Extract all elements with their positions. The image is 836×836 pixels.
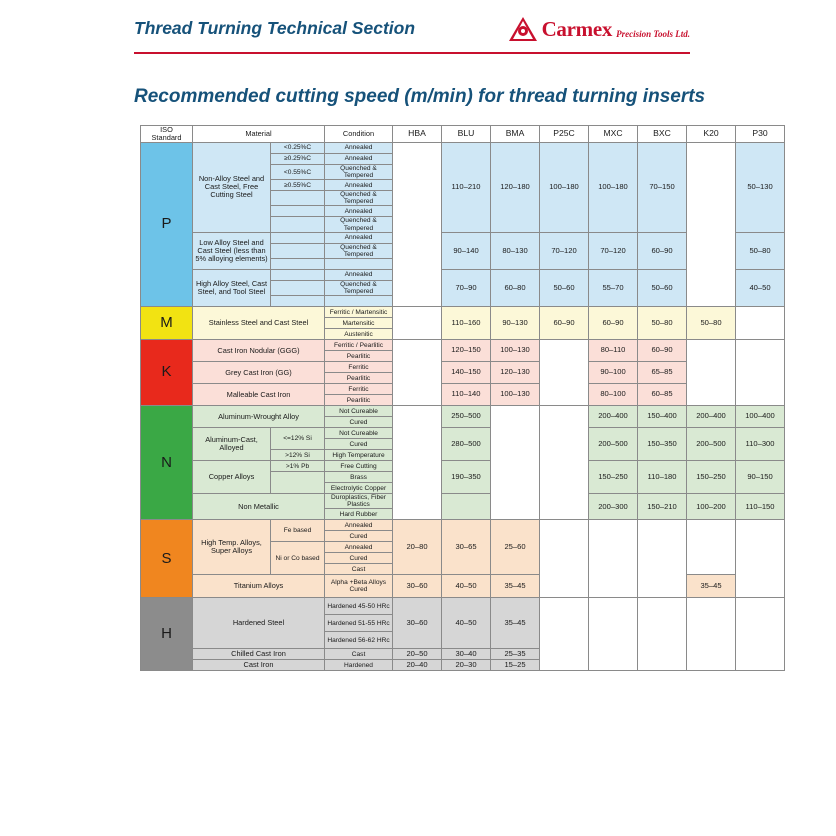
material-sub [271, 269, 325, 280]
value-cell: 30–60 [393, 575, 442, 598]
condition-cell: Free Cutting [325, 461, 393, 472]
material-sub [271, 217, 325, 232]
cutting-speed-table [140, 125, 785, 671]
value-cell: 200–500 [687, 428, 736, 461]
value-cell [589, 598, 638, 671]
value-cell: 80–100 [589, 384, 638, 406]
condition-cell: Austenitic [325, 329, 393, 340]
condition-cell: Quenched & Tempered [325, 164, 393, 179]
value-cell: 40–50 [736, 269, 785, 306]
value-cell: 60–90 [638, 340, 687, 362]
value-cell: 25–35 [491, 649, 540, 660]
value-cell: 50–80 [638, 307, 687, 340]
table-row [141, 520, 785, 531]
condition-cell: Annealed [325, 153, 393, 164]
header-material: Material [193, 126, 325, 143]
condition-cell: Hardened 45-50 HRc [325, 598, 393, 615]
header-grade-hba: HBA [393, 126, 442, 143]
table-row [141, 307, 785, 318]
condition-cell: Cured [325, 417, 393, 428]
value-cell: 150–210 [638, 494, 687, 520]
value-cell [687, 598, 736, 671]
material-name: Titanium Alloys [193, 575, 325, 598]
iso-group-s: S [141, 520, 193, 598]
condition-cell: Cured [325, 439, 393, 450]
condition-cell: Duroplastics, Fiber Plastics [325, 494, 393, 509]
value-cell: 25–60 [491, 520, 540, 575]
value-cell: 65–85 [638, 362, 687, 384]
value-cell: 150–250 [589, 461, 638, 494]
value-cell [540, 520, 589, 598]
condition-cell: Pearlitic [325, 395, 393, 406]
condition-cell: Cured [325, 531, 393, 542]
condition-cell: Alpha +Beta Alloys Cured [325, 575, 393, 598]
header-grade-p30: P30 [736, 126, 785, 143]
value-cell: 70–150 [638, 142, 687, 232]
material-sub: <0.25%C [271, 142, 325, 153]
value-cell: 40–50 [442, 575, 491, 598]
condition-cell: Ferritic / Martensitic [325, 307, 393, 318]
material-name: Grey Cast Iron (GG) [193, 362, 325, 384]
value-cell: 35–45 [491, 598, 540, 649]
header-grade-bma: BMA [491, 126, 540, 143]
value-cell: 110–180 [638, 461, 687, 494]
material-name: High Alloy Steel, Cast Steel, and Tool Steel [193, 269, 271, 306]
value-cell: 20–50 [393, 649, 442, 660]
value-cell [687, 340, 736, 406]
value-cell [491, 406, 540, 520]
material-sub: Ni or Co based [271, 542, 325, 575]
page-header [134, 14, 690, 54]
value-cell: 150–400 [638, 406, 687, 428]
value-cell: 50–130 [736, 142, 785, 232]
condition-cell: Hard Rubber [325, 509, 393, 520]
value-cell: 50–80 [687, 307, 736, 340]
material-name: High Temp. Alloys, Super Alloys [193, 520, 271, 575]
value-cell: 60–80 [491, 269, 540, 306]
value-cell: 35–45 [491, 575, 540, 598]
condition-cell: Quenched & Tempered [325, 243, 393, 258]
header-grade-k20: K20 [687, 126, 736, 143]
value-cell: 60–90 [638, 232, 687, 269]
header-condition: Condition [325, 126, 393, 143]
header-grade-bxc: BXC [638, 126, 687, 143]
value-cell: 110–150 [736, 494, 785, 520]
value-cell [736, 340, 785, 406]
value-cell: 200–400 [687, 406, 736, 428]
material-sub [271, 191, 325, 206]
value-cell: 200–300 [589, 494, 638, 520]
value-cell: 70–120 [589, 232, 638, 269]
material-sub [271, 243, 325, 258]
material-sub: >1% Pb [271, 461, 325, 472]
value-cell [687, 520, 736, 575]
table-row [141, 406, 785, 417]
material-sub: ≥0.55%C [271, 180, 325, 191]
value-cell: 15–25 [491, 660, 540, 671]
value-cell: 280–500 [442, 428, 491, 461]
table-row [141, 428, 785, 439]
material-sub: ≥0.25%C [271, 153, 325, 164]
value-cell: 60–85 [638, 384, 687, 406]
value-cell [393, 340, 442, 406]
condition-cell: Hardened 51-55 HRc [325, 615, 393, 632]
iso-group-k: K [141, 340, 193, 406]
condition-cell: Brass [325, 472, 393, 483]
condition-cell: Annealed [325, 520, 393, 531]
value-cell: 120–150 [442, 340, 491, 362]
material-name: Stainless Steel and Cast Steel [193, 307, 325, 340]
value-cell: 100–130 [491, 340, 540, 362]
table-header-row [141, 126, 785, 143]
value-cell: 120–130 [491, 362, 540, 384]
value-cell: 120–180 [491, 142, 540, 232]
value-cell: 90–150 [736, 461, 785, 494]
value-cell: 20–80 [393, 520, 442, 575]
iso-group-n: N [141, 406, 193, 520]
material-sub [271, 206, 325, 217]
value-cell: 50–60 [540, 269, 589, 306]
material-name: Aluminum-Cast, Alloyed [193, 428, 271, 461]
condition-cell [325, 258, 393, 269]
material-name: Aluminum-Wrought Alloy [193, 406, 325, 428]
condition-cell: Pearlitic [325, 373, 393, 384]
value-cell [393, 307, 442, 340]
value-cell: 110–140 [442, 384, 491, 406]
header-grade-p25c: P25C [540, 126, 589, 143]
material-name: Hardened Steel [193, 598, 325, 649]
value-cell: 30–40 [442, 649, 491, 660]
value-cell: 90–100 [589, 362, 638, 384]
condition-cell: Cured [325, 553, 393, 564]
material-name: Low Alloy Steel and Cast Steel (less than 5% alloying elements) [193, 232, 271, 269]
condition-cell: Quenched & Tempered [325, 217, 393, 232]
table-row [141, 461, 785, 472]
value-cell [638, 598, 687, 671]
value-cell: 55–70 [589, 269, 638, 306]
condition-cell: Cast [325, 649, 393, 660]
value-cell: 250–500 [442, 406, 491, 428]
table-row [141, 598, 785, 615]
condition-cell: Annealed [325, 542, 393, 553]
condition-cell: Ferritic / Pearlitic [325, 340, 393, 351]
condition-cell: Cast [325, 564, 393, 575]
material-sub [271, 280, 325, 295]
condition-cell: Hardened [325, 660, 393, 671]
value-cell: 200–500 [589, 428, 638, 461]
condition-cell: Hardened 56-62 HRc [325, 632, 393, 649]
material-name: Cast Iron Nodular (GGG) [193, 340, 325, 362]
table-row [141, 494, 785, 509]
table-row [141, 340, 785, 351]
value-cell: 100–180 [589, 142, 638, 232]
value-cell: 110–160 [442, 307, 491, 340]
brand-logo [508, 16, 690, 42]
iso-group-m: M [141, 307, 193, 340]
iso-group-p: P [141, 142, 193, 306]
brand-tagline: Precision Tools Ltd. [616, 29, 690, 39]
value-cell: 100–200 [687, 494, 736, 520]
condition-cell: Quenched & Tempered [325, 280, 393, 295]
value-cell: 110–210 [442, 142, 491, 232]
value-cell: 100–180 [540, 142, 589, 232]
value-cell [442, 494, 491, 520]
value-cell [589, 520, 638, 598]
table-row [141, 575, 785, 598]
value-cell: 190–350 [442, 461, 491, 494]
material-name: Non-Alloy Steel and Cast Steel, Free Cutting Steel [193, 142, 271, 232]
value-cell [736, 307, 785, 340]
material-sub [271, 258, 325, 269]
header-grade-mxc: MXC [589, 126, 638, 143]
material-sub [271, 472, 325, 494]
value-cell: 50–80 [736, 232, 785, 269]
value-cell: 150–250 [687, 461, 736, 494]
condition-cell: Quenched & Tempered [325, 191, 393, 206]
condition-cell: Martensitic [325, 318, 393, 329]
value-cell: 30–60 [393, 598, 442, 649]
carmex-logo-icon [508, 16, 538, 42]
brand-name: Carmex [541, 16, 613, 41]
value-cell: 140–150 [442, 362, 491, 384]
value-cell [393, 142, 442, 306]
condition-cell: Electrolytic Copper [325, 483, 393, 494]
value-cell: 30–65 [442, 520, 491, 575]
iso-group-h: H [141, 598, 193, 671]
value-cell [736, 598, 785, 671]
material-name: Cast Iron [193, 660, 325, 671]
header-iso-standard: ISO Standard [141, 126, 193, 143]
value-cell: 80–130 [491, 232, 540, 269]
value-cell: 60–90 [589, 307, 638, 340]
condition-cell [325, 296, 393, 307]
value-cell [540, 340, 589, 406]
material-name: Chilled Cast Iron [193, 649, 325, 660]
page-title: Thread Turning Technical Section [134, 18, 416, 38]
condition-cell: Ferritic [325, 362, 393, 373]
value-cell: 40–50 [442, 598, 491, 649]
value-cell [638, 520, 687, 598]
material-sub: Fe based [271, 520, 325, 542]
value-cell: 90–130 [491, 307, 540, 340]
condition-cell: Annealed [325, 232, 393, 243]
material-name: Non Metallic [193, 494, 325, 520]
value-cell [687, 142, 736, 306]
condition-cell: Annealed [325, 206, 393, 217]
value-cell: 20–30 [442, 660, 491, 671]
value-cell: 110–300 [736, 428, 785, 461]
material-sub: >12% Si [271, 450, 325, 461]
material-name: Malleable Cast Iron [193, 384, 325, 406]
value-cell: 80–110 [589, 340, 638, 362]
condition-cell: Pearlitic [325, 351, 393, 362]
value-cell [540, 406, 589, 520]
material-sub [271, 296, 325, 307]
document-title: Recommended cutting speed (m/min) for thread turning inserts [134, 86, 706, 107]
condition-cell: Annealed [325, 180, 393, 191]
value-cell: 90–140 [442, 232, 491, 269]
material-name: Copper Alloys [193, 461, 271, 494]
value-cell: 70–120 [540, 232, 589, 269]
value-cell: 20–40 [393, 660, 442, 671]
material-sub: <=12% Si [271, 428, 325, 450]
condition-cell: Not Cureable [325, 406, 393, 417]
condition-cell: Not Cureable [325, 428, 393, 439]
condition-cell: Ferritic [325, 384, 393, 395]
value-cell [393, 406, 442, 520]
value-cell [736, 520, 785, 598]
value-cell: 150–350 [638, 428, 687, 461]
value-cell: 70–90 [442, 269, 491, 306]
value-cell [540, 598, 589, 671]
condition-cell: Annealed [325, 269, 393, 280]
value-cell: 50–60 [638, 269, 687, 306]
value-cell: 200–400 [589, 406, 638, 428]
value-cell: 100–400 [736, 406, 785, 428]
table-row [141, 142, 785, 153]
header-grade-blu: BLU [442, 126, 491, 143]
material-sub: <0.55%C [271, 164, 325, 179]
value-cell: 35–45 [687, 575, 736, 598]
value-cell: 100–130 [491, 384, 540, 406]
value-cell: 60–90 [540, 307, 589, 340]
condition-cell: Annealed [325, 142, 393, 153]
condition-cell: High Temperature [325, 450, 393, 461]
material-sub [271, 232, 325, 243]
